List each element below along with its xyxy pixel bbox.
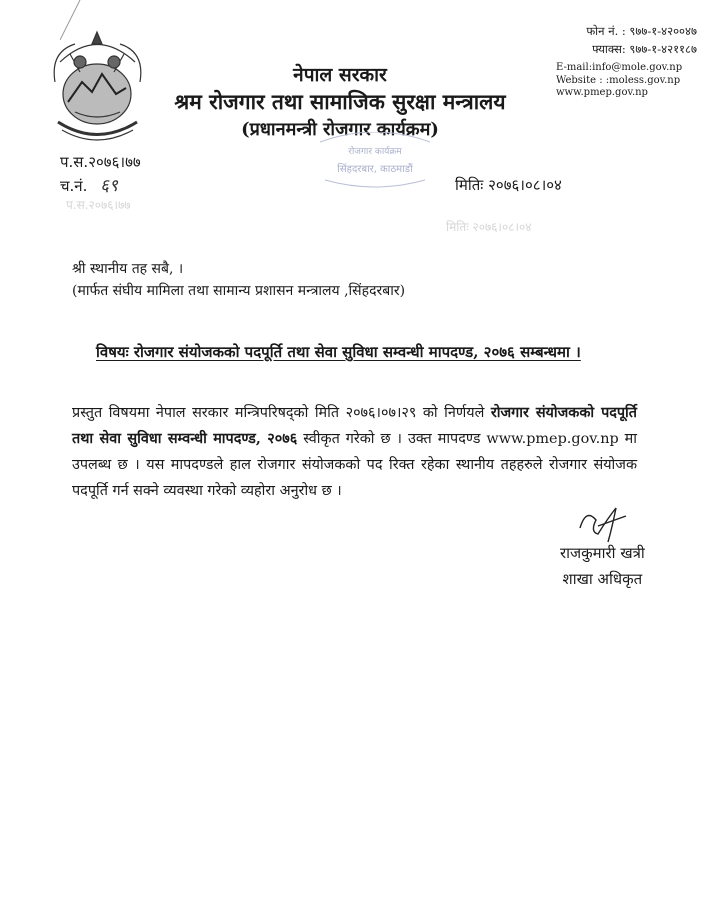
phone-number: फोन नं. : ९७७-१-४२००४७ <box>586 24 697 38</box>
website2-link[interactable]: www.pmep.gov.np <box>556 87 648 98</box>
addressee-line1: श्री स्थानीय तह सबै, । <box>72 261 184 277</box>
program-name: (प्रधानमन्त्री रोजगार कार्यक्रम) <box>241 119 439 140</box>
patra-sankhya: प.स.२०७६।७७ <box>60 153 141 171</box>
fax-number: फ्याक्स: ९७७-१-४२११८७ <box>592 42 697 56</box>
signer-block <box>560 540 645 592</box>
contact-block <box>586 22 697 58</box>
body-part1: प्रस्तुत विषयमा नेपाल सरकार मन्त्रिपरिषद्को मिति २०७६।०७।२९ को निर्णयले <box>72 405 491 421</box>
chalani-number-row <box>60 174 141 198</box>
chalani-label: च.नं. <box>60 177 88 195</box>
stamp-text-line2: सिंहदरबार, काठमाडौं <box>337 164 413 175</box>
body-part2-bold: रोजगार संयोजकको पदपूर्ति तथा सेवा सुविधा सम्वन्धी मापदण्ड, २०७६ <box>72 404 637 447</box>
signer-title: शाखा अधिकृत <box>562 570 643 588</box>
letter-body <box>72 400 637 504</box>
nepal-emblem-icon <box>40 22 155 150</box>
contact-web-block <box>556 62 682 100</box>
ministry-name: श्रम रोजगार तथा सामाजिक सुरक्षा मन्त्रालय <box>174 89 506 114</box>
bleed-through-text: प.स.२०७६।७७ <box>66 198 131 212</box>
office-stamp-icon <box>310 132 440 192</box>
email-link[interactable]: E-mail:info@mole.gov.np <box>556 62 683 73</box>
signer-name: राजकुमारी खत्री <box>560 544 645 562</box>
letter-subject: विषयः रोजगार संयोजकको पदपूर्ति तथा सेवा सुविधा सम्वन्धी मापदण्ड, २०७६ सम्बन्धमा । <box>96 343 581 361</box>
letter-date: मितिः २०७६।०८।०४ <box>455 176 562 194</box>
body-part3: स्वीकृत गरेको छ । उक्त मापदण्ड www.pmep.gov.np मा उपलब्ध छ । यस मापदण्डले हाल रोजगार संयोजकको पद रिक्त रहेका स्थानीय तहहरुले रोजगार संयोजक पदपूर्ति गर्न सक्ने व्यवस्था गरेको व्यहोरा अनुरोध छ । <box>72 431 638 499</box>
stamp-text-line1: रोजगार कार्यक्रम <box>348 147 402 157</box>
bleed-through-text: मितिः २०७६।०८।०४ <box>446 220 532 234</box>
chalani-value: ६९ <box>100 176 118 196</box>
addressee-block <box>72 258 405 302</box>
addressee-line2: (मार्फत संघीय मामिला तथा सामान्य प्रशासन मन्त्रालय ,सिंहदरबार) <box>72 283 406 299</box>
government-name: नेपाल सरकार <box>293 64 387 86</box>
reference-block <box>60 150 141 198</box>
website-link[interactable]: Website : :moless.gov.np <box>556 74 681 86</box>
